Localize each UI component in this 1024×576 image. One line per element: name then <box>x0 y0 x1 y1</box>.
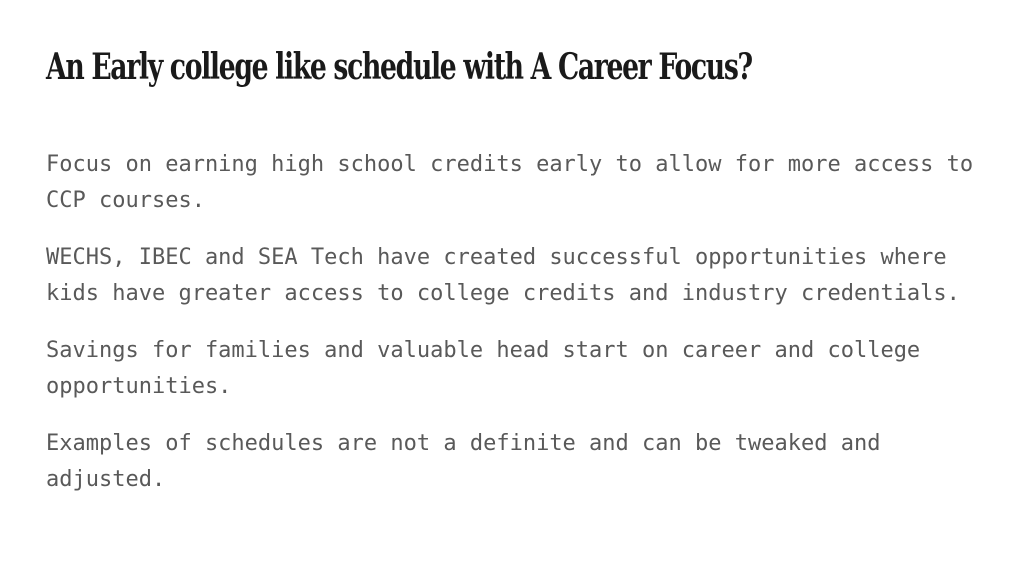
body-paragraph-ccp-credits: Focus on earning high school credits early to allow for more access to CCP courses. <box>46 152 974 213</box>
body-paragraph-schedule-examples: Examples of schedules are not a definite and can be tweaked and adjusted. <box>46 431 881 492</box>
body-paragraph-family-savings: Savings for families and valuable head start on career and college opportunities. <box>46 338 921 399</box>
slide-title: An Early college like schedule with A Career Focus? <box>46 46 752 88</box>
body-paragraph-successful-programs: WECHS, IBEC and SEA Tech have created successful opportunities where kids have greater access to college credits and industry credentials. <box>46 245 960 306</box>
slide-body <box>46 147 986 519</box>
